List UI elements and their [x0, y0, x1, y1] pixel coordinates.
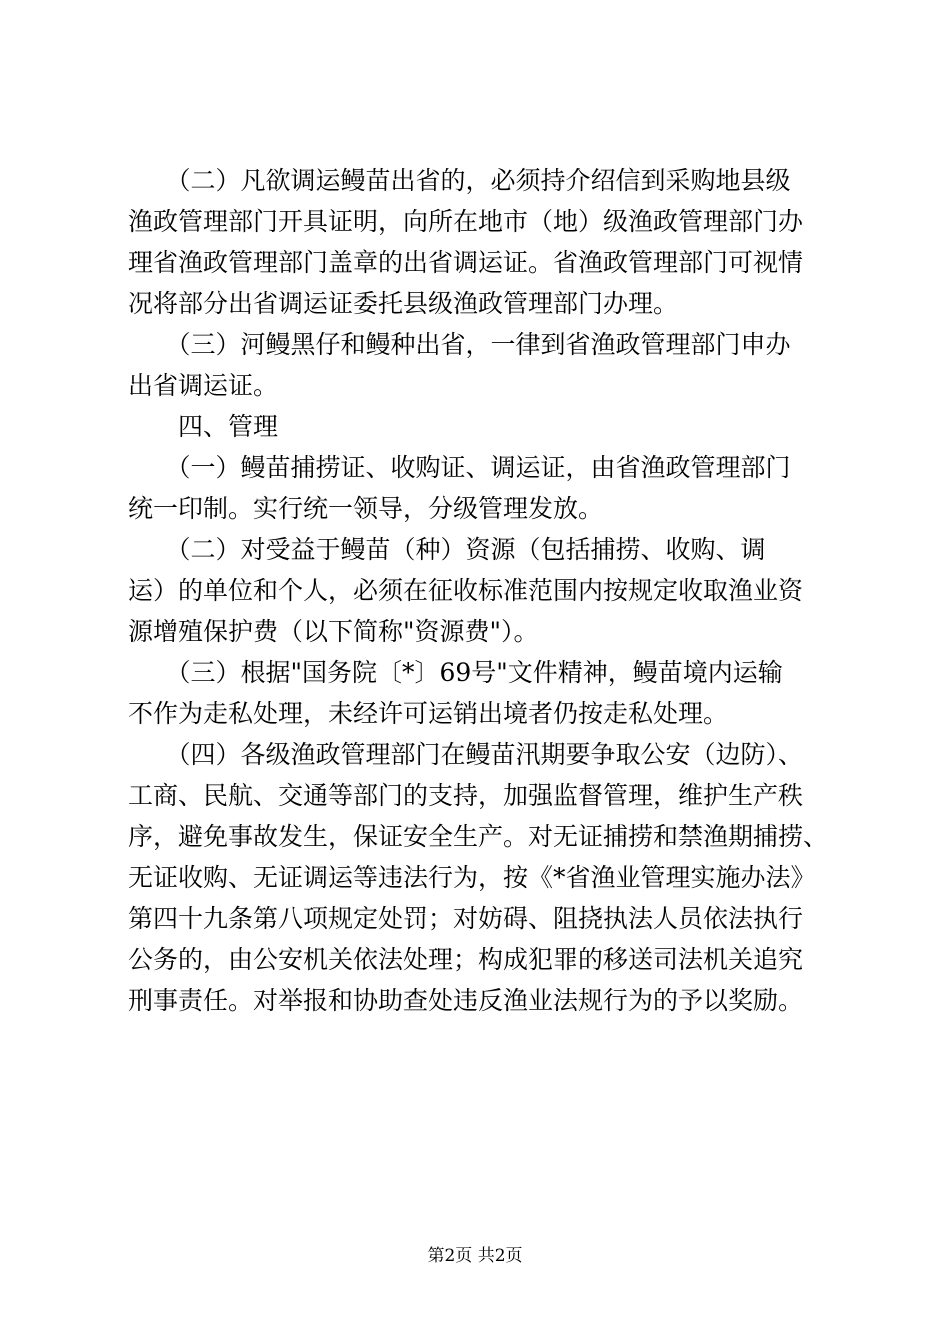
section-heading: 四、管理	[128, 412, 279, 441]
page-number: 第2页 共2页	[427, 1246, 523, 1266]
text-line: 运）的单位和个人，必须在征收标准范围内按规定收取渔业资	[128, 576, 804, 605]
body-text	[128, 160, 834, 1021]
text-line: 序，避免事故发生，保证安全生产。对无证捕捞和禁渔期捕捞、	[128, 822, 829, 851]
text-line: 统一印制。实行统一领导，分级管理发放。	[128, 494, 604, 523]
text-line: （二）对受益于鳗苗（种）资源（包括捕捞、收购、调	[128, 535, 766, 564]
text-line: 公务的，由公安机关依法处理；构成犯罪的移送司法机关追究	[128, 945, 804, 974]
text-line: 源增殖保护费（以下简称"资源费"）。	[128, 617, 539, 646]
text-line: 不作为走私处理，未经许可运销出境者仍按走私处理。	[128, 699, 729, 728]
page-footer	[0, 1244, 950, 1268]
text-line: 无证收购、无证调运等违法行为，按《*省渔业管理实施办法》	[128, 863, 816, 892]
text-line: （三）河鳗黑仔和鳗种出省，一律到省渔政管理部门申办	[128, 330, 791, 359]
text-line: （二）凡欲调运鳗苗出省的，必须持介绍信到采购地县级	[128, 166, 791, 195]
text-line: 第四十九条第八项规定处罚；对妨碍、阻挠执法人员依法执行	[128, 904, 804, 933]
text-line: 工商、民航、交通等部门的支持，加强监督管理，维护生产秩	[128, 781, 804, 810]
text-line: 渔政管理部门开具证明，向所在地市（地）级渔政管理部门办	[128, 207, 804, 236]
text-line: （三）根据"国务院〔*〕69号"文件精神，鳗苗境内运输	[128, 658, 783, 687]
text-line: 况将部分出省调运证委托县级渔政管理部门办理。	[128, 289, 679, 318]
text-line: 刑事责任。对举报和协助查处违反渔业法规行为的予以奖励。	[128, 986, 804, 1015]
text-line: 出省调运证。	[128, 371, 279, 400]
text-line: （四）各级渔政管理部门在鳗苗汛期要争取公安（边防）、	[128, 740, 804, 769]
text-line: （一）鳗苗捕捞证、收购证、调运证，由省渔政管理部门	[128, 453, 791, 482]
text-line: 理省渔政管理部门盖章的出省调运证。省渔政管理部门可视情	[128, 248, 804, 277]
